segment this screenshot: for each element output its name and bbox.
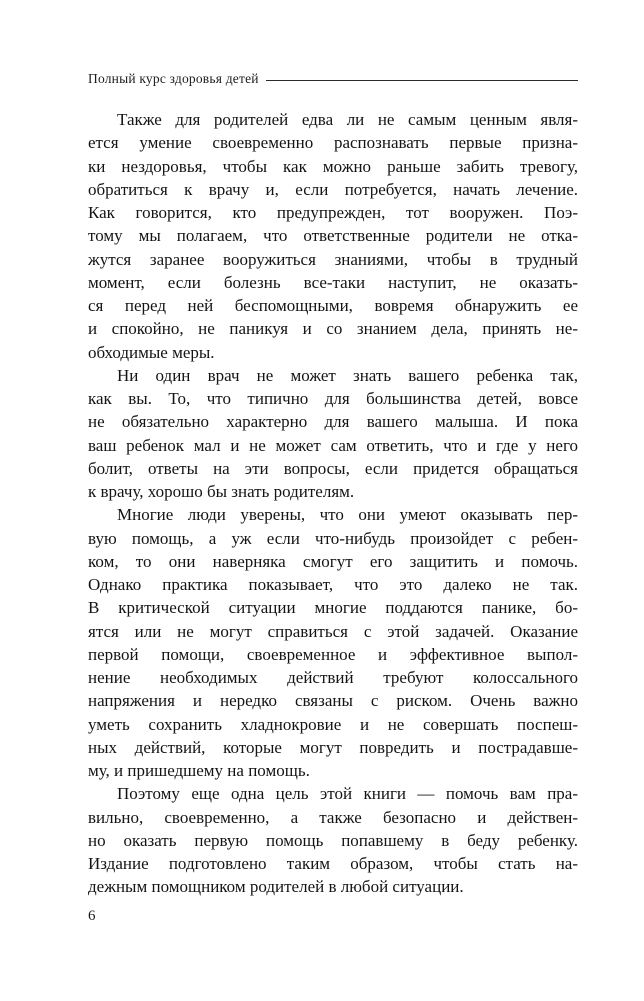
text-line: не обязательно характерно для вашего малыша. И пока bbox=[88, 412, 578, 432]
text-line: ных действий, которые могут повредить и пострадавше- bbox=[88, 737, 578, 757]
text-line: момент, если болезнь все-таки наступит, не оказать- bbox=[88, 272, 578, 292]
text-line: ки нездоровья, чтобы как можно раньше забить тревогу, bbox=[88, 156, 578, 176]
header-rule bbox=[266, 80, 578, 81]
text-line: Многие люди уверены, что они умеют оказывать пер- bbox=[117, 505, 578, 525]
paragraph bbox=[88, 782, 578, 898]
text-line: вильно, своевременно, а также безопасно и действен- bbox=[88, 807, 578, 827]
text-line: му, и пришедшему на помощь. bbox=[88, 761, 310, 780]
page-footer bbox=[88, 906, 578, 926]
text-line: и спокойно, не паникуя и со знанием дела, принять не- bbox=[88, 319, 578, 339]
text-line: обратиться к врачу и, если потребуется, начать лечение. bbox=[88, 179, 578, 199]
text-line: В критической ситуации многие поддаются панике, бо- bbox=[88, 598, 578, 618]
text-line: ется умение своевременно распознавать первые призна- bbox=[88, 133, 578, 153]
body-text bbox=[88, 108, 578, 899]
text-line: нение необходимых действий требуют колоссального bbox=[88, 668, 578, 687]
text-line: Как говорится, кто предупрежден, тот вооружен. Поэ- bbox=[88, 203, 578, 222]
text-line: ваш ребенок мал и не может сам ответить, что и где у него bbox=[88, 435, 578, 455]
text-line: Поэтому еще одна цель этой книги — помочь вам пра- bbox=[117, 784, 578, 804]
paragraph bbox=[88, 503, 578, 782]
text-line: Издание подготовлено таким образом, чтобы стать на- bbox=[88, 854, 578, 873]
running-header bbox=[88, 70, 578, 88]
paragraph bbox=[88, 364, 578, 504]
text-line: болит, ответы на эти вопросы, если придется обращаться bbox=[88, 458, 578, 478]
page-number: 6 bbox=[88, 907, 96, 924]
text-line: ся перед ней беспомощными, вовремя обнаружить ее bbox=[88, 296, 578, 315]
text-line: но оказать первую помощь попавшему в беду ребенку. bbox=[88, 830, 578, 850]
text-line: Также для родителей едва ли не самым ценным явля- bbox=[117, 110, 578, 129]
text-line: обходимые меры. bbox=[88, 342, 215, 362]
running-header-title: Полный курс здоровья детей bbox=[88, 71, 259, 86]
text-line: первой помощи, своевременное и эффективное выпол- bbox=[88, 644, 578, 664]
text-line: жутся заранее вооружиться знаниями, чтобы в трудный bbox=[88, 249, 578, 269]
text-line: Ни один врач не может знать вашего ребенка так, bbox=[117, 365, 578, 385]
text-line: дежным помощником родителей в любой ситуации. bbox=[88, 877, 464, 897]
text-line: Однако практика показывает, что это далеко не так. bbox=[88, 575, 578, 594]
text-line: вую помощь, а уж если что-нибудь произойдет с ребен- bbox=[88, 528, 578, 548]
text-line: уметь сохранить хладнокровие и не совершать поспеш- bbox=[88, 714, 578, 734]
text-line: тому мы полагаем, что ответственные родители не отка- bbox=[88, 226, 578, 246]
paragraph bbox=[88, 108, 578, 364]
text-line: ком, то они наверняка смогут его защитить и помочь. bbox=[88, 551, 578, 571]
text-line: напряжения и нередко связаны с риском. Очень важно bbox=[88, 691, 578, 711]
text-line: ятся или не могут справиться с этой задачей. Оказание bbox=[88, 621, 578, 641]
text-line: к врачу, хорошо бы знать родителям. bbox=[88, 482, 355, 501]
text-line: как вы. То, что типично для большинства детей, вовсе bbox=[88, 389, 578, 408]
